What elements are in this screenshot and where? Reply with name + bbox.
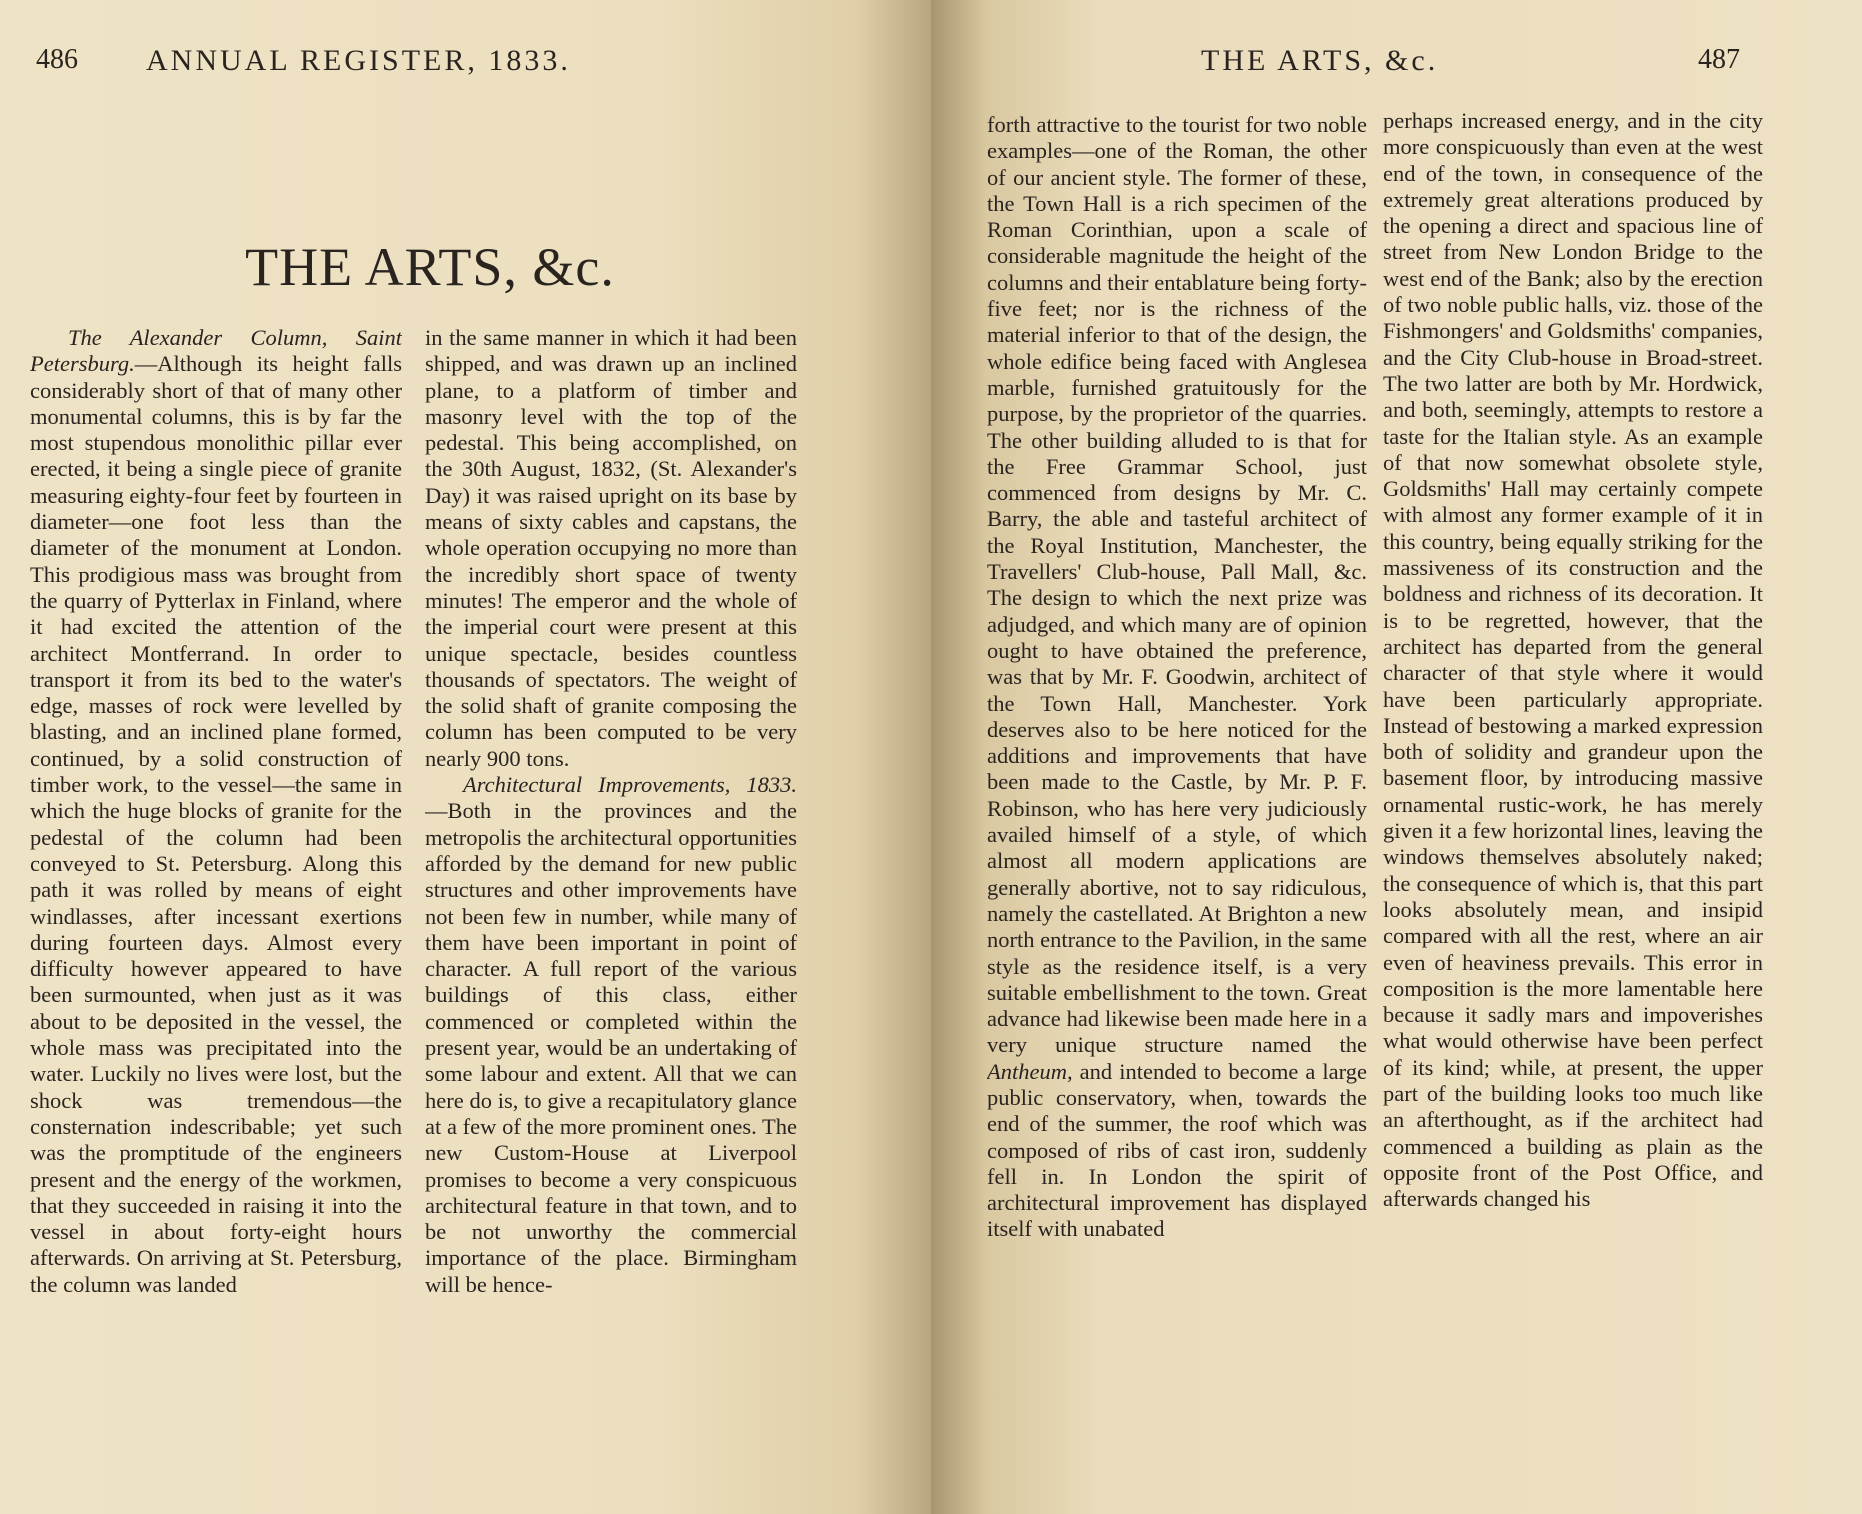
paragraph-text: in the same manner in which it had been shipped, and was drawn up an inclined plane, to a platform of timber and masonry level with the top of the pedestal. This being accomplished, on the 30th August, 1832, (St. Alexander's Day) it was raised upright on its base by means of sixty cables and capstans, the whole operation occupying no more than the incredibly short space of twenty minutes! The emperor and the whole of the imperial court were present at this unique spectacle, besides countless thousands of spectators. The weight of the solid shaft of granite composing the column has been computed to be very nearly 900 tons.: [425, 325, 797, 771]
paragraph-alexander-column: [30, 325, 402, 1298]
right-running-head: THE ARTS, &c.: [1201, 44, 1439, 77]
right-page: [931, 0, 1862, 1514]
left-column-1: [30, 325, 402, 1490]
left-page-number: 486: [36, 44, 78, 75]
paragraph-text: —Both in the provinces and the metropolis the architectural opportunities afforded by the demand for new public structures and other improvements have not been few in number, while many of them have been important in point of character. A full report of the various buildings of this class, either commenced or completed within the present year, would be an undertaking of some labour and extent. All that we can here do is, to give a recapitulatory glance at a few of the more prominent ones. The new Custom-House at Liverpool promises to become a very conspicuous architectural feature in that town, and to be not unworthy the commercial importance of the place. Birmingham will be hence-: [425, 798, 797, 1297]
section-title: THE ARTS, &c.: [245, 237, 615, 297]
paragraph-continued: [425, 325, 797, 772]
left-running-head: ANNUAL REGISTER, 1833.: [146, 44, 571, 77]
paragraph-text: forth attractive to the tourist for two noble examples—one of the Roman, the other of our ancient style. The former of these, the Town Hall is a rich specimen of the Roman Corinthian, upon a scale of considerable magnitude the height of the columns and their entablature being forty-five feet; nor is the richness of the material inferior to that of the design, the whole edifice being faced with Anglesea marble, furnished gratuitously for the purpose, by the proprietor of the quarries. The other building alluded to is that for the Free Grammar School, just commenced from designs by Mr. C. Barry, the able and tasteful architect of the Royal Institution, Manchester, the Travellers' Club-house, Pall Mall, &c. The design to which the next prize was adjudged, and which many are of opinion ought to have obtained the preference, was that by Mr. F. Goodwin, architect of the Town Hall, Manchester. York deserves also to be here noticed for the additions and improvements that have been made to the Castle, by Mr. P. F. Robinson, who has here very judiciously availed himself of a style, of which almost all modern applications are generally abortive, not to say ridiculous, namely the castellated. At Brighton a new north entrance to the Pavilion, in the same style as the residence itself, is a very suitable embellishment to the town. Great advance had likewise been made here in a very unique structure named the: [987, 112, 1367, 1058]
paragraph-text-after: and intended to become a large public conservatory, when, towards the end of the summer, the roof which was composed of ribs of cast iron, suddenly fell in. In London the spirit of architectural improvement has displayed itself with unabated: [987, 1058, 1367, 1242]
paragraph-continued: [1383, 108, 1763, 1212]
paragraph-architectural-improvements: [425, 772, 797, 1298]
emphasis-antheum: Antheum,: [987, 1058, 1073, 1084]
paragraph-text: —Although its height falls considerably short of that of many other monumental columns, this is by far the most stupendous monolithic pillar ever erected, it being a single piece of granite measuring eighty-four feet by fourteen in diameter—one foot less than the diameter of the monument at London. This prodigious mass was brought from the quarry of Pytterlax in Finland, where it had excited the attention of the architect Montferrand. In order to transport it from its bed to the water's edge, masses of rock were levelled by blasting, and an inclined plane formed, continued, by a solid construction of timber work, to the vessel—the same in which the huge blocks of granite for the pedestal of the column had been conveyed to St. Petersburg. Along this path it was rolled by means of eight windlasses, after incessant exertions during fourteen days. Almost every difficulty however appeared to have been surmounted, when just as it was about to be deposited in the vessel, the whole mass was precipitated into the water. Luckily no lives were lost, but the shock was tremendous—the consternation indescribable; yet such was the promptitude of the engineers present and the energy of the workmen, that they succeeded in raising it into the vessel in about forty-eight hours afterwards. On arriving at St. Petersburg, the column was landed: [30, 351, 402, 1297]
paragraph-continued: [987, 112, 1367, 1243]
paragraph-text: perhaps increased energy, and in the city more conspicuously than even at the west end of the town, in consequence of the extremely great alterations produced by the opening a direct and spacious line of street from New London Bridge to the west end of the Bank; also by the erection of two noble public halls, viz. those of the Fishmongers' and Goldsmiths' companies, and the City Club-house in Broad-street. The two latter are both by Mr. Hordwick, and both, seemingly, attempts to restore a taste for the Italian style. As an example of that now somewhat obsolete style, Goldsmiths' Hall may certainly compete with almost any former example of it in this country, being equally striking for the massiveness of its construction and the boldness and richness of its decoration. It is to be regretted, however, that the architect has departed from the general character of that style where it would have been particularly appropriate. Instead of bestowing a marked expression both of solidity and grandeur upon the basement floor, by introducing massive ornamental rustic-work, he has merely given it a few horizontal lines, leaving the windows themselves absolutely naked; the consequence of which is, that this part looks absolutely mean, and insipid compared with all the rest, where an air even of heaviness prevails. This error in composition is the more lamentable here because it sadly mars and impoverishes what would otherwise have been perfect of its kind; while, at present, the upper part of the building looks too much like an afterthought, as if the architect had commenced a building as plain as the opposite front of the Post Office, and afterwards changed his: [1383, 108, 1763, 1212]
paragraph-lead: The Alexander Column, Saint Petersburg.: [30, 325, 402, 377]
right-page-number: 487: [1698, 44, 1740, 75]
right-column-2: [1383, 108, 1763, 1503]
left-column-2: [425, 325, 797, 1490]
paragraph-lead: Architectural Improvements, 1833.: [463, 772, 797, 798]
right-column-1: [987, 112, 1367, 1507]
